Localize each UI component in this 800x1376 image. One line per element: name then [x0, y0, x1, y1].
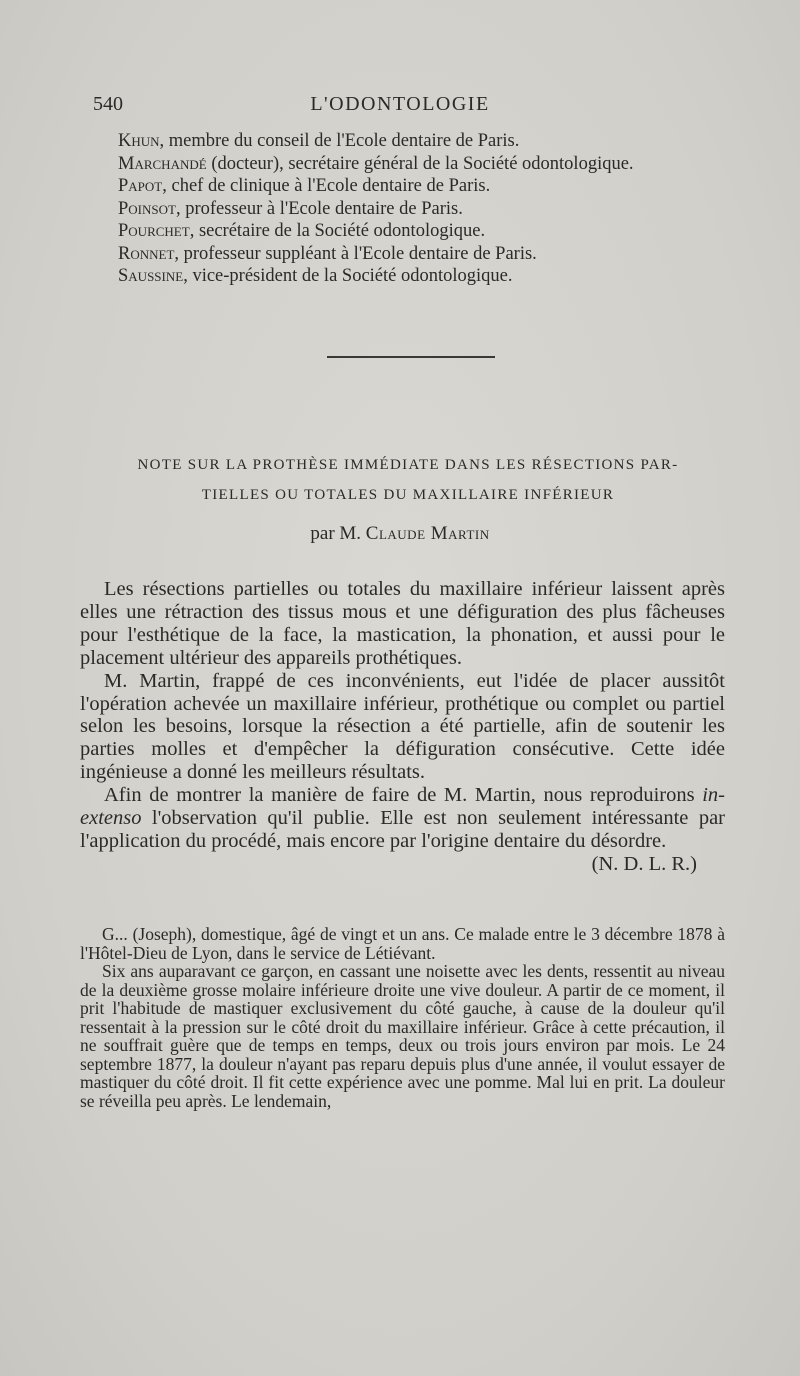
member-name: Papot [118, 176, 163, 196]
member-name: Ronnet [118, 243, 175, 264]
member-list [88, 130, 728, 288]
member-role: , membre du conseil de l'Ecole dentaire de Paris. [159, 131, 520, 151]
member-role: (docteur), secrétaire général de la Société odontologique. [206, 153, 634, 174]
article-title-line: NOTE SUR LA PROTHÈSE IMMÉDIATE DANS LES RÉSECTIONS PAR- [137, 457, 679, 473]
member-role: , chef de clinique à l'Ecole dentaire de Paris. [162, 176, 491, 196]
article-title [88, 450, 728, 510]
member-role: , vice-président de la Société odontologique. [183, 266, 513, 286]
member-entry [88, 153, 728, 176]
member-entry [88, 175, 728, 198]
page-number: 540 [93, 93, 123, 115]
member-entry [88, 198, 728, 221]
member-name: Poinsot [118, 198, 176, 219]
intro-paragraph: M. Martin, frappé de ces inconvénients, eut l'idée de placer aussitôt l'opération achevée un maxillaire inférieur, prothétique ou complet ou partiel selon les besoins, lorsque la résection a été partielle, afin de soutenir les parties molles et d'empêcher la défiguration consécutive. Cette idée ingénieuse a donné les meilleurs résultats. [80, 669, 725, 784]
editorial-attribution: (N. D. L. R.) [591, 852, 697, 875]
intro-italic: in-extenso [80, 784, 725, 830]
intro-paragraph: Les résections partielles ou totales du maxillaire inférieur laissent après elles une rétraction des tissus mous et une défiguration des plus fâcheuses pour l'esthétique de la face, la mastication, la phonation, et aussi pour le placement ultérieur des appareils prothétiques. [80, 578, 725, 669]
member-name: Khun [118, 131, 160, 151]
member-entry [88, 130, 728, 153]
observation-text [80, 925, 725, 1110]
byline [0, 523, 800, 545]
member-entry [88, 265, 728, 288]
byline-prefix: par M. [310, 523, 366, 544]
author-name: Claude Martin [365, 523, 490, 544]
member-name: Pourchet [118, 221, 190, 241]
page-header [0, 93, 800, 123]
member-entry [88, 220, 728, 243]
intro-text: l'observation qu'il publie. Elle est non seulement intéressante par l'application du procédé, mais encore par l'origine dentaire du désordre. [80, 807, 725, 852]
member-role: , professeur à l'Ecole dentaire de Paris. [175, 198, 463, 219]
section-divider [327, 356, 495, 358]
member-name: Saussine [118, 266, 184, 286]
member-role: , professeur suppléant à l'Ecole dentaire de Paris. [174, 243, 537, 264]
member-entry [88, 243, 728, 266]
member-name: Marchandé [118, 153, 207, 174]
body-paragraph: Six ans auparavant ce garçon, en cassant une noisette avec les dents, ressentit au niveau de la deuxième grosse molaire inférieure droite une vive douleur. A partir de ce moment, il prit l'habitude de mastiquer exclusivement du côté gauche, à cause de la douleur qu'il ressentait à la pression sur le côté droit du maxillaire inférieur. Grâce à cette précaution, il ne souffrait guère que de temps en temps, deux ou trois jours environ par mois. Le 24 septembre 1877, la douleur n'ayant pas reparu depuis plus d'une année, il voulut essayer de mastiquer du côté droit. Il fit cette expérience avec une pomme. Mal lui en prit. La douleur se réveilla peu après. Le lendemain, [80, 961, 725, 1111]
article-title-line: TIELLES OU TOTALES DU MAXILLAIRE INFÉRIEUR [201, 487, 615, 503]
intro-paragraph [80, 784, 725, 875]
running-title: L'ODONTOLOGIE [310, 93, 490, 115]
editorial-intro [80, 578, 725, 876]
body-paragraph: G... (Joseph), domestique, âgé de vingt et un ans. Ce malade entre le 3 décembre 1878 à l'Hôtel-Dieu de Lyon, dans le service de Létiévant. [80, 924, 725, 963]
intro-text: Afin de montrer la manière de faire de M. Martin, nous reproduirons [104, 784, 703, 807]
member-role: , secrétaire de la Société odontologique. [189, 221, 486, 241]
